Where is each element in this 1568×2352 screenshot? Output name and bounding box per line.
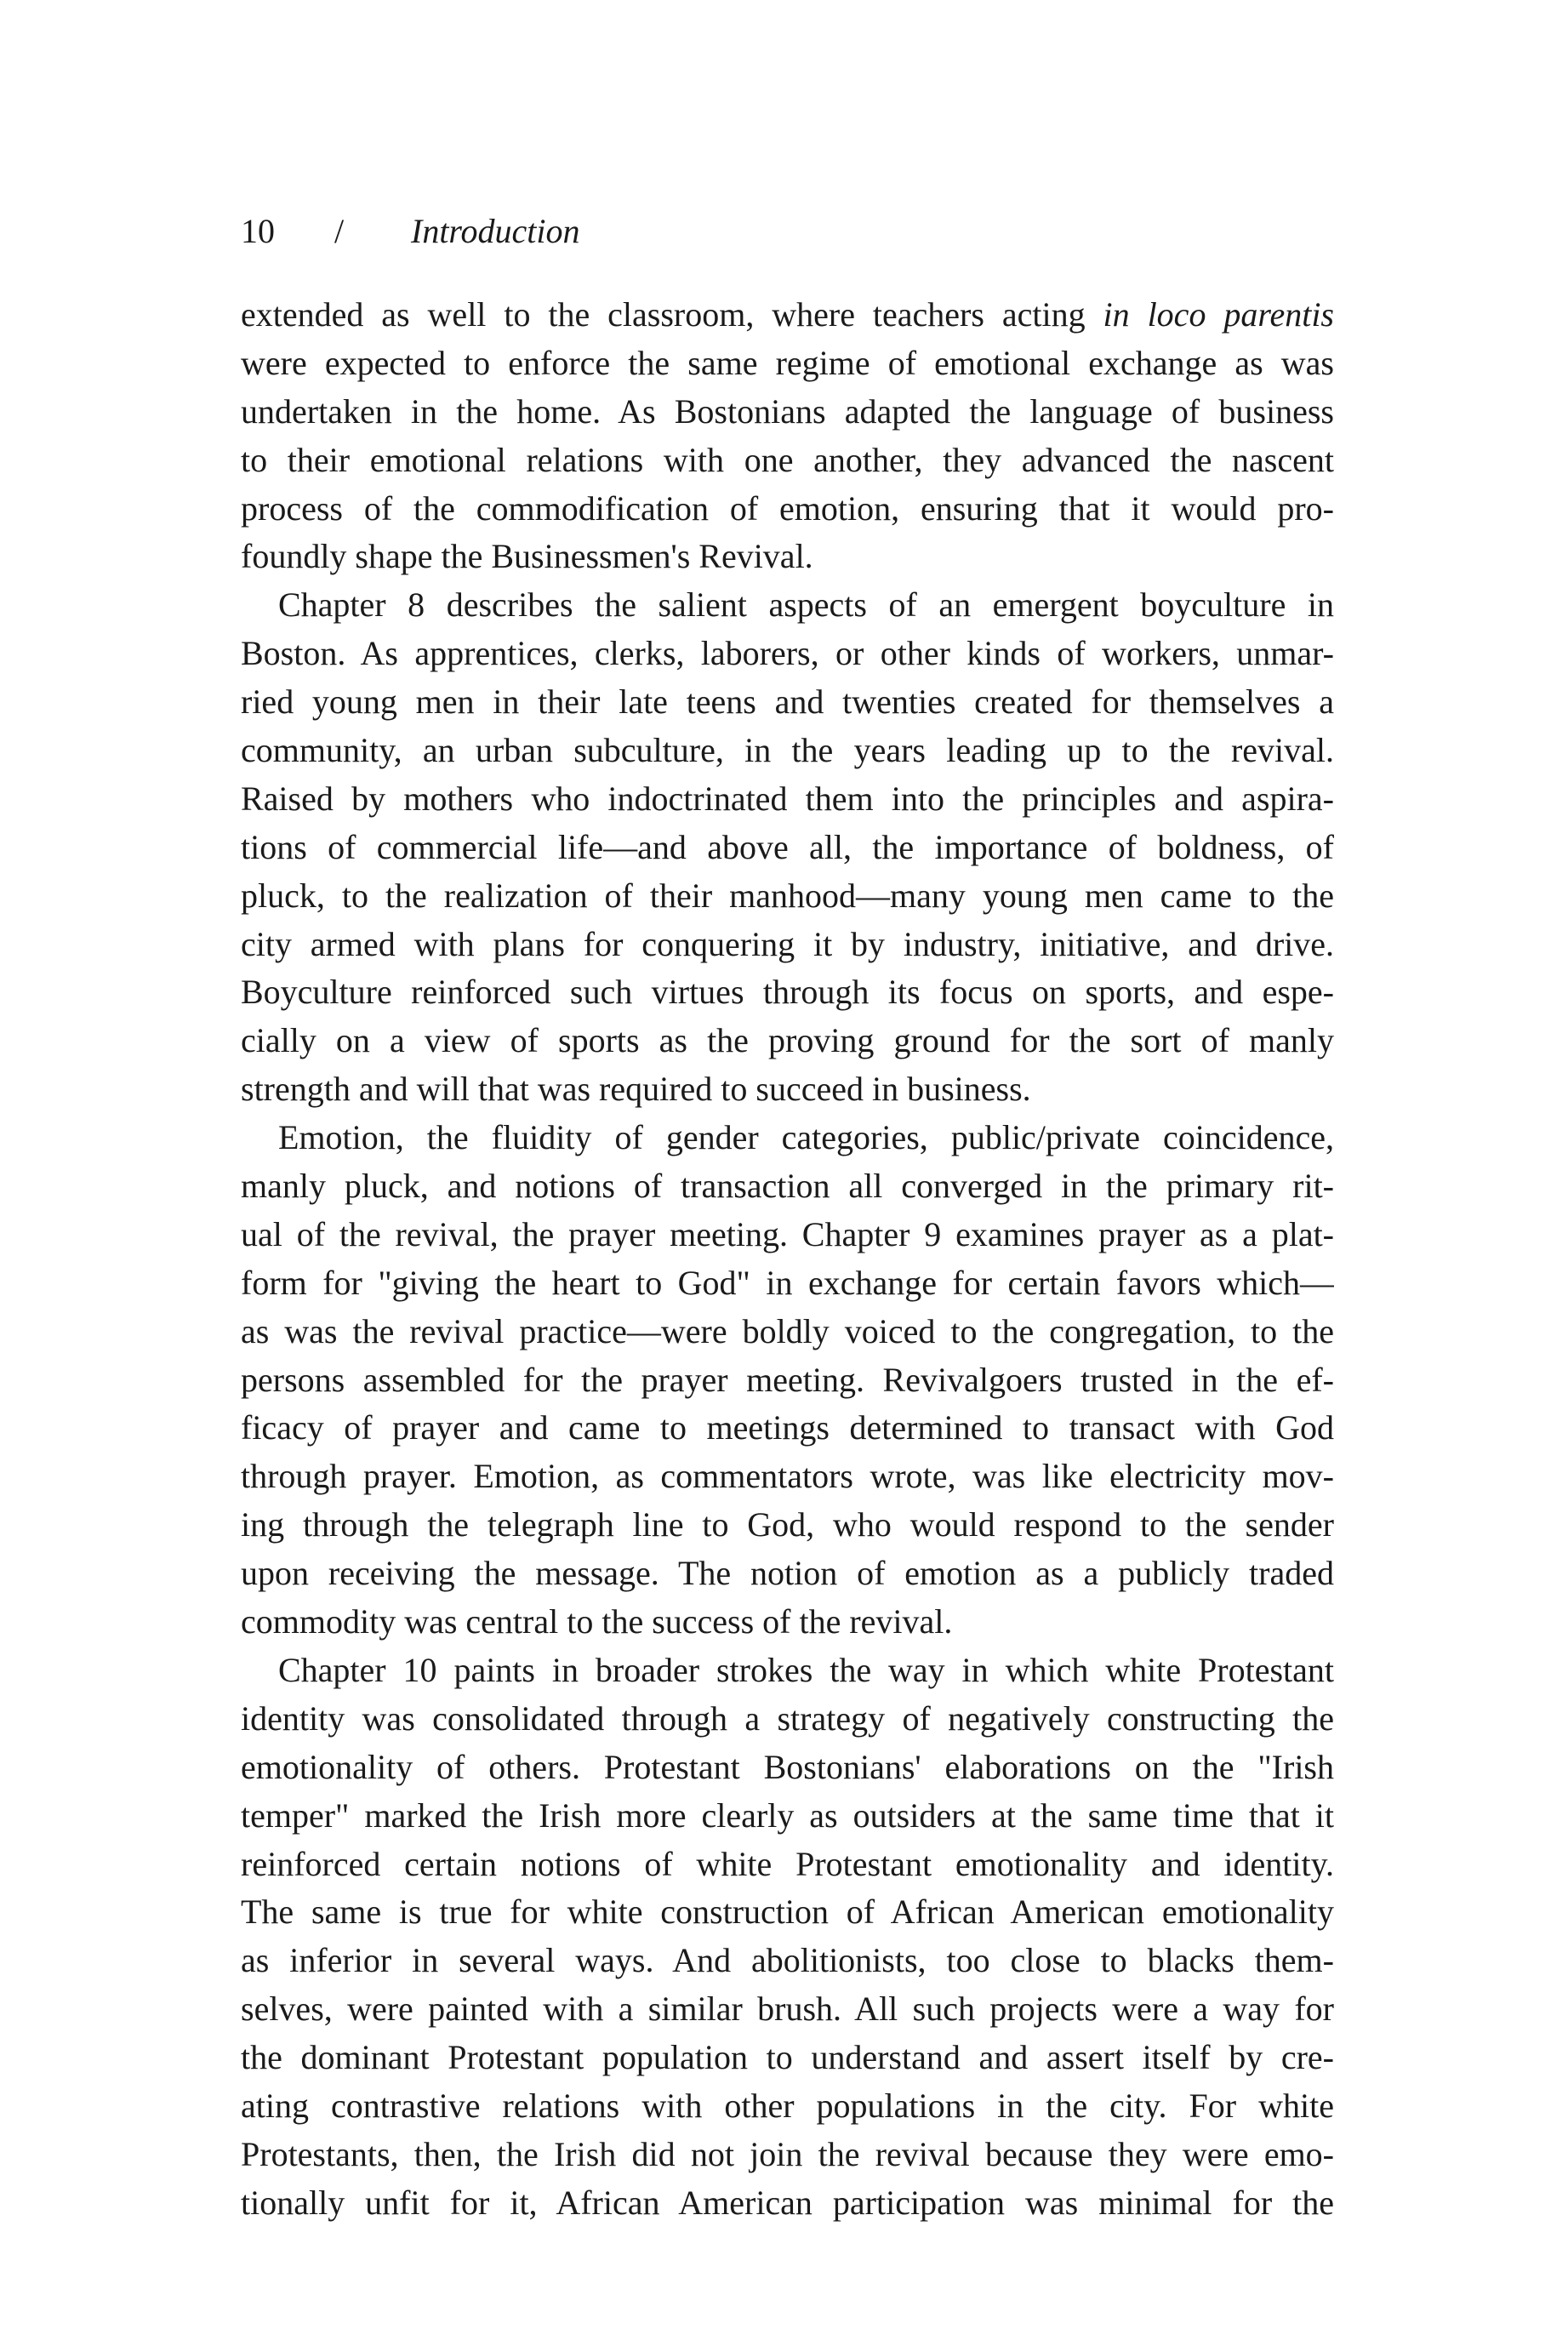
- text-run: city armed with plans for conquering it by industry, initiative, and drive.: [241, 924, 1334, 963]
- text-run: persons assembled for the prayer meeting. Revivalgoers trusted in the ef-: [241, 1360, 1334, 1399]
- text-line: [241, 1985, 1334, 2034]
- text-run: Chapter 8 describes the salient aspects of an emergent boyculture in: [278, 585, 1334, 625]
- text-run: cially on a view of sports as the proving ground for the sort of manly: [241, 1021, 1334, 1060]
- paragraph: [241, 291, 1334, 581]
- text-run: ual of the revival, the prayer meeting. Chapter 9 examines prayer as a plat-: [241, 1214, 1334, 1253]
- text-run: as inferior in several ways. And abolitionists, too close to blacks them-: [241, 1941, 1334, 1980]
- text-run: tions of commercial life—and above all, the importance of boldness, of: [241, 827, 1334, 866]
- text-line: [241, 340, 1334, 388]
- text-run: ficacy of prayer and came to meetings determined to transact with God: [241, 1408, 1334, 1447]
- text-run: upon receiving the message. The notion of emotion as a publicly traded: [241, 1554, 1334, 1593]
- text-run: The same is true for white construction of African American emotionality: [241, 1892, 1334, 1932]
- text-line: [241, 1792, 1334, 1841]
- text-run: strength and will that was required to succeed in business.: [241, 1070, 1031, 1109]
- text-line: [241, 1017, 1334, 1065]
- text-line: [241, 581, 1334, 630]
- running-head-title: Introduction: [411, 212, 580, 250]
- text-line: [241, 921, 1334, 969]
- text-run: pluck, to the realization of their manhood—many young men came to the: [241, 876, 1334, 915]
- italic-phrase: in loco parentis: [1103, 295, 1334, 334]
- text-run: ating contrastive relations with other populations in the city. For white: [241, 2086, 1334, 2125]
- page-number: 10: [241, 212, 275, 250]
- text-line: [241, 1550, 1334, 1598]
- text-line: [241, 291, 1334, 340]
- text-line: [241, 1647, 1334, 1695]
- text-run: Boyculture reinforced such virtues through its focus on sports, and espe-: [241, 973, 1334, 1012]
- text-run: ried young men in their late teens and twenties created for themselves a: [241, 682, 1334, 722]
- paragraph: [241, 1647, 1334, 2228]
- body-text: [241, 291, 1334, 2228]
- text-line: [241, 1744, 1334, 1792]
- text-line: [241, 1453, 1334, 1501]
- text-line: [241, 678, 1334, 727]
- text-line: [241, 1888, 1334, 1937]
- text-line: [241, 1211, 1334, 1259]
- text-line: [241, 824, 1334, 872]
- text-run: form for "giving the heart to God" in exchange for certain favors which—: [241, 1263, 1334, 1302]
- text-line: [241, 533, 1334, 581]
- text-line: [241, 1259, 1334, 1308]
- text-line: [241, 1065, 1334, 1114]
- paragraph: [241, 1114, 1334, 1647]
- text-run: community, an urban subculture, in the years leading up to the revival.: [241, 731, 1334, 770]
- paragraph: [241, 581, 1334, 1114]
- text-run: identity was consolidated through a strategy of negatively constructing the: [241, 1698, 1334, 1738]
- text-run: through prayer. Emotion, as commentators wrote, was like electricity mov-: [241, 1457, 1334, 1496]
- text-run: foundly shape the Businessmen's Revival.: [241, 537, 813, 576]
- text-run: selves, were painted with a similar brush. All such projects were a way for: [241, 1989, 1334, 2029]
- text-line: [241, 388, 1334, 437]
- text-line: [241, 1162, 1334, 1211]
- running-head: [241, 208, 580, 255]
- text-line: [241, 2082, 1334, 2131]
- text-line: [241, 1114, 1334, 1162]
- text-line: [241, 872, 1334, 921]
- text-line: [241, 2179, 1334, 2228]
- text-run: reinforced certain notions of white Protestant emotionality and identity.: [241, 1844, 1334, 1883]
- text-run: to their emotional relations with one another, they advanced the nascent: [241, 440, 1334, 479]
- text-line: [241, 630, 1334, 678]
- text-line: [241, 1841, 1334, 1889]
- text-run: as was the revival practice—were boldly voiced to the congregation, to the: [241, 1311, 1334, 1350]
- text-line: [241, 1695, 1334, 1744]
- text-line: [241, 968, 1334, 1017]
- text-run: were expected to enforce the same regime of emotional exchange as was: [241, 343, 1334, 382]
- text-line: [241, 1308, 1334, 1356]
- text-run: undertaken in the home. As Bostonians adapted the language of business: [241, 391, 1334, 431]
- text-line: [241, 1598, 1334, 1647]
- text-run: Chapter 10 paints in broader strokes the way in which white Protestant: [278, 1650, 1334, 1689]
- text-run: commodity was central to the success of the revival.: [241, 1602, 953, 1641]
- text-run: Protestants, then, the Irish did not join the revival because they were emo-: [241, 2134, 1334, 2173]
- text-line: [241, 1404, 1334, 1453]
- running-head-separator: /: [334, 212, 345, 250]
- text-line: [241, 2034, 1334, 2082]
- text-line: [241, 1356, 1334, 1405]
- text-run: Boston. As apprentices, clerks, laborers, or other kinds of workers, unmar-: [241, 634, 1334, 673]
- text-run: temper" marked the Irish more clearly as outsiders at the same time that it: [241, 1795, 1334, 1835]
- text-run: Raised by mothers who indoctrinated them into the principles and aspira-: [241, 779, 1334, 818]
- text-run: extended as well to the classroom, where teachers acting: [241, 295, 1103, 334]
- text-run: the dominant Protestant population to understand and assert itself by cre-: [241, 2038, 1334, 2077]
- text-run: ing through the telegraph line to God, who would respond to the sender: [241, 1505, 1334, 1544]
- text-line: [241, 485, 1334, 534]
- text-line: [241, 727, 1334, 775]
- text-run: Emotion, the fluidity of gender categories, public/private coincidence,: [278, 1118, 1334, 1157]
- text-line: [241, 1937, 1334, 1985]
- text-run: emotionality of others. Protestant Bostonians' elaborations on the "Irish: [241, 1747, 1334, 1786]
- text-run: tionally unfit for it, African American participation was minimal for the: [241, 2183, 1334, 2222]
- text-run: process of the commodification of emotion, ensuring that it would pro-: [241, 488, 1334, 528]
- text-line: [241, 775, 1334, 824]
- text-line: [241, 2131, 1334, 2179]
- text-line: [241, 437, 1334, 485]
- text-run: manly pluck, and notions of transaction all converged in the primary rit-: [241, 1167, 1334, 1206]
- text-line: [241, 1501, 1334, 1550]
